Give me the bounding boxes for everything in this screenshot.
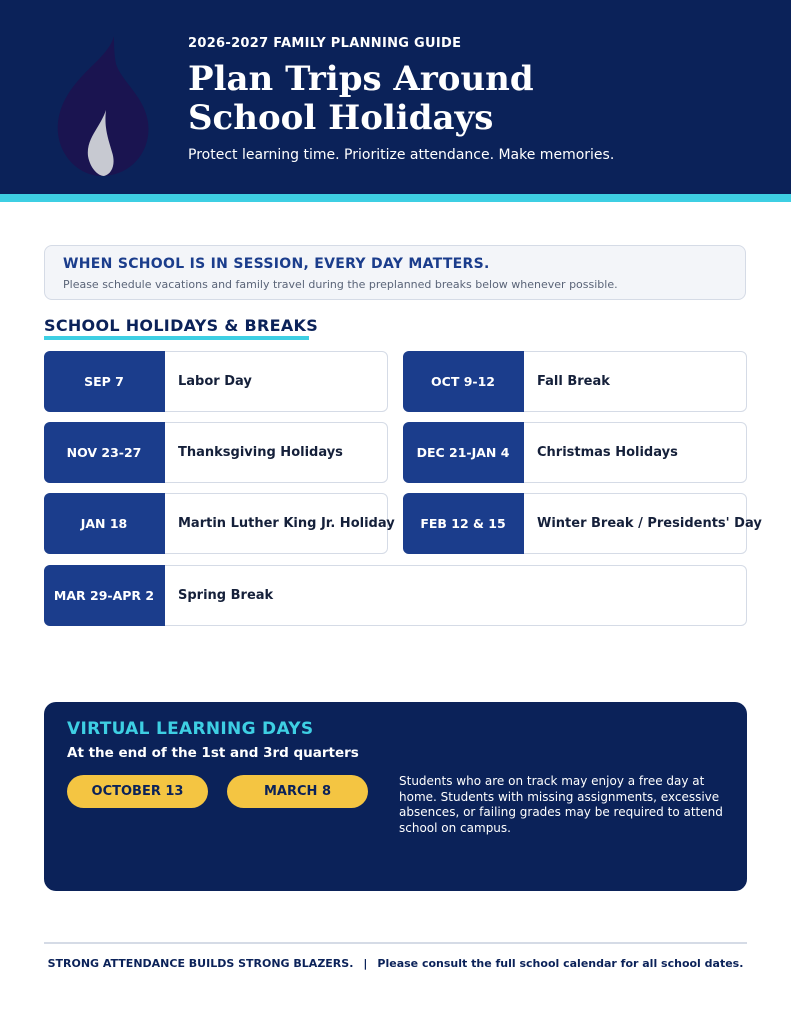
holiday-name: Thanksgiving Holidays [178,444,343,460]
virtual-learning-panel [44,702,747,891]
virtual-learning-subtitle: At the end of the 1st and 3rd quarters [67,745,359,761]
holiday-card [403,351,747,412]
virtual-date-badge: OCTOBER 13 [67,775,208,808]
page-title-line-2: School Holidays [188,98,494,138]
section-title-underline [44,336,309,340]
notice-title: WHEN SCHOOL IS IN SESSION, EVERY DAY MATTERS. [63,256,490,272]
holiday-card [44,351,388,412]
holiday-name: Winter Break / Presidents' Day [537,515,762,531]
attendance-notice [44,245,746,300]
holiday-date: FEB 12 & 15 [403,493,524,554]
virtual-learning-description: Students who are on track may enjoy a free day at home. Students with missing assignments, excessive absences, or failing grades may be required to attend school on campus. [399,774,723,835]
footer-slogan: STRONG ATTENDANCE BUILDS STRONG BLAZERS. [47,957,354,970]
tagline: Protect learning time. Prioritize attendance. Make memories. [188,147,615,163]
virtual-learning-title: VIRTUAL LEARNING DAYS [67,719,314,739]
holiday-card [44,565,747,626]
holiday-date: JAN 18 [44,493,165,554]
footer-divider [44,942,747,944]
holiday-name: Fall Break [537,373,610,389]
holiday-name: Labor Day [178,373,252,389]
holiday-date: MAR 29-APR 2 [44,565,165,626]
footer [0,957,791,970]
holiday-card [403,493,762,554]
page-title-line-1: Plan Trips Around [188,59,534,99]
holiday-card [403,422,747,483]
holiday-date: NOV 23-27 [44,422,165,483]
holiday-name: Spring Break [178,587,274,603]
footer-separator: | [363,957,368,970]
header-accent-stripe [0,194,791,202]
holidays-section-title: SCHOOL HOLIDAYS & BREAKS [44,316,319,335]
holiday-date: SEP 7 [44,351,165,412]
holiday-name: Martin Luther King Jr. Holiday [178,515,395,531]
footer-note: Please consult the full school calendar for all school dates. [377,957,744,970]
header-banner [0,0,791,195]
virtual-date-badge: MARCH 8 [227,775,368,808]
holiday-card [44,422,388,483]
guide-eyebrow: 2026-2027 FAMILY PLANNING GUIDE [188,36,462,51]
holiday-date: DEC 21-JAN 4 [403,422,524,483]
flame-icon [50,34,150,179]
page-title [188,60,708,138]
holiday-date: OCT 9-12 [403,351,524,412]
holiday-name: Christmas Holidays [537,444,678,460]
holiday-card [44,493,395,554]
notice-text: Please schedule vacations and family travel during the preplanned breaks below whenever possible. [63,278,618,291]
